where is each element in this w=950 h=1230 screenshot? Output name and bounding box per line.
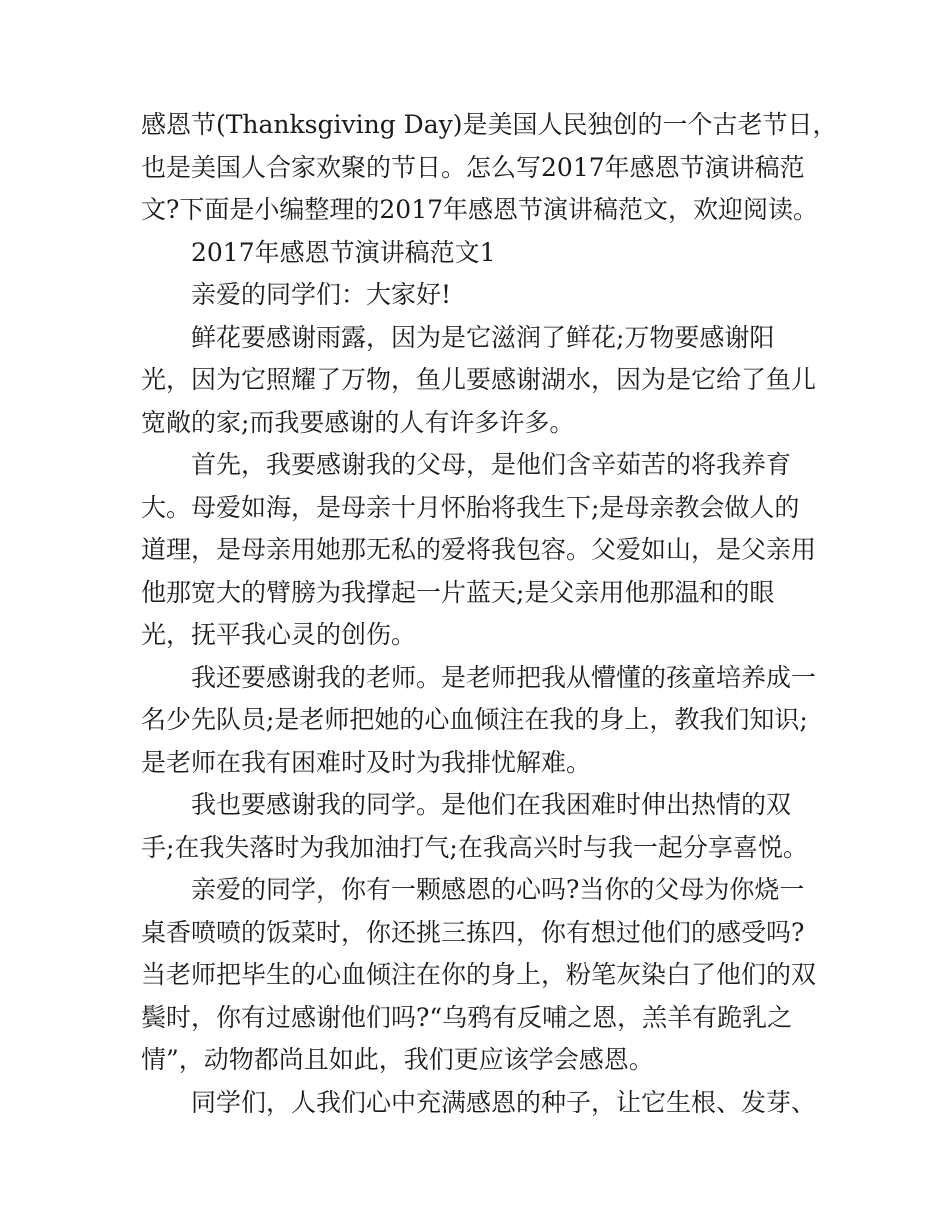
text-line: 鬓时，你有过感谢他们吗?“乌鸦有反哺之恩，羔羊有跪乳之 [141,1002,793,1032]
text-line: 亲爱的同学，你有一颗感恩的心吗?当你的父母为你烧一 [191,875,805,904]
text-line: 情”，动物都尚且如此，我们更应该学会感恩。 [141,1045,654,1074]
text-line: 同学们，人我们心中充满感恩的种子，让它生根、发芽、 [191,1087,817,1117]
text-line: 2017年感恩节演讲稿范文1 [191,237,496,267]
text-line: 大。母爱如海，是母亲十月怀胎将我生下;是母亲教会做人的 [141,492,800,522]
document-text [141,104,838,1124]
text-line: 亲爱的同学们：大家好! [191,280,452,309]
text-line: 也是美国人合家欢聚的节日。怎么写2017年感恩节演讲稿范 [141,152,805,182]
text-line: 是老师在我有困难时及时为我排忧解难。 [141,747,592,777]
text-line: 手;在我失落时为我加油打气;在我高兴时与我一起分享喜悦。 [141,832,808,862]
text-line: 光，抚平我心灵的创伤。 [141,620,417,649]
text-line: 当老师把毕生的心血倾注在你的身上，粉笔灰染白了他们的双 [141,960,817,989]
text-line: 感恩节(Thanksgiving Day)是美国人民独创的一个古老节日， [141,110,838,139]
text-line: 桌香喷喷的饭菜时，你还挑三拣四，你有想过他们的感受吗? [141,917,805,947]
text-line: 宽敞的家;而我要感谢的人有许多许多。 [141,407,575,437]
text-line: 文?下面是小编整理的2017年感恩节演讲稿范文，欢迎阅读。 [141,195,819,224]
text-line: 光，因为它照耀了万物，鱼儿要感谢湖水，因为是它给了鱼儿 [141,365,817,394]
text-line: 道理，是母亲用她那无私的爱将我包容。父爱如山，是父亲用 [141,535,817,564]
text-line: 我还要感谢我的老师。是老师把我从懵懂的孩童培养成一 [191,662,817,692]
text-line: 我也要感谢我的同学。是他们在我困难时伸出热情的双 [191,790,792,819]
text-line: 鲜花要感谢雨露，因为是它滋润了鲜花;万物要感谢阳 [191,322,775,352]
text-line: 首先，我要感谢我的父母，是他们含辛茹苦的将我养育 [191,450,792,479]
text-line: 名少先队员;是老师把她的心血倾注在我的身上，教我们知识; [141,705,808,734]
text-line: 他那宽大的臂膀为我撑起一片蓝天;是父亲用他那温和的眼 [141,577,775,607]
